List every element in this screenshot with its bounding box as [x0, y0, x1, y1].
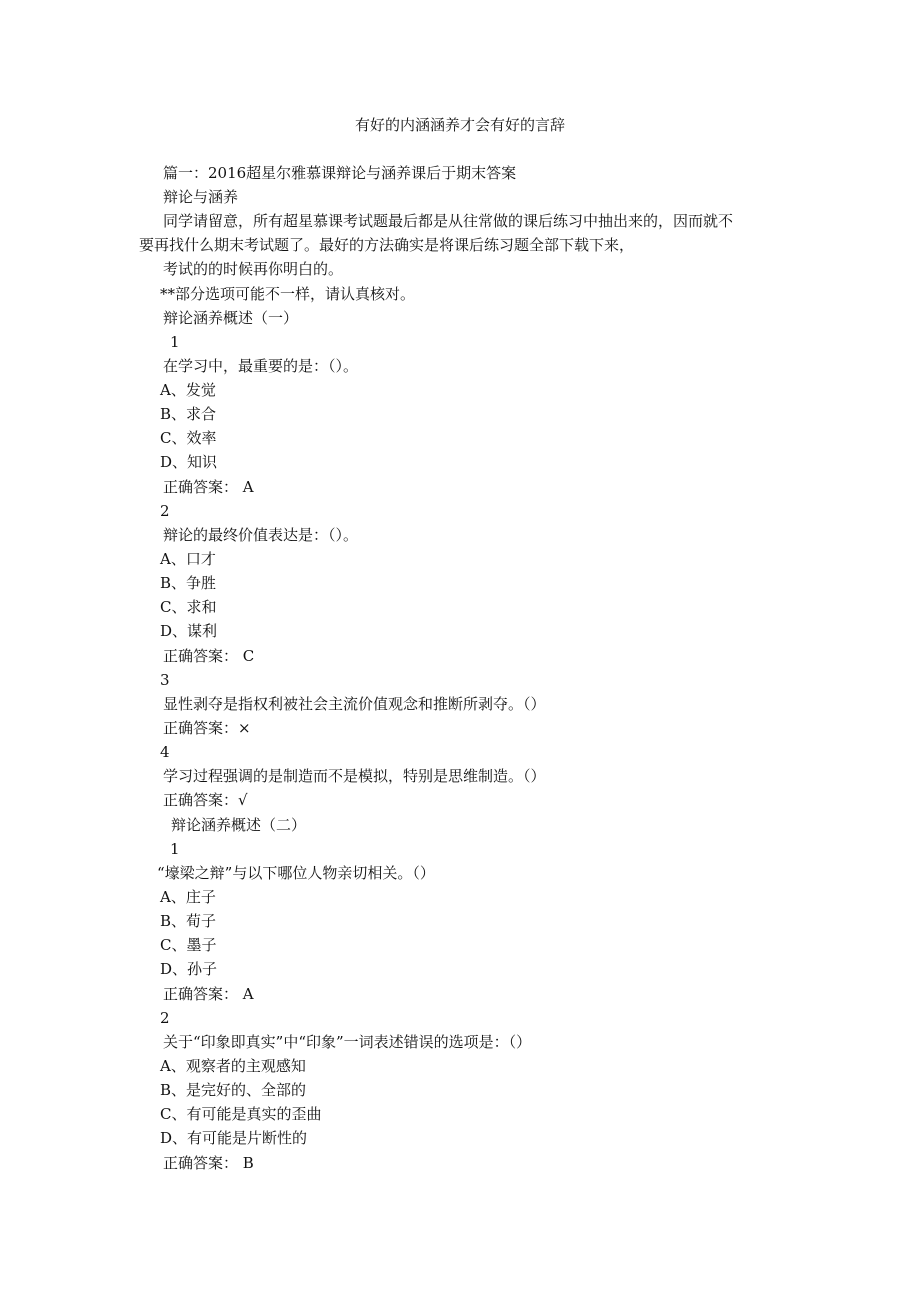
option-item: C、有可能是真实的歪曲 — [160, 1105, 322, 1123]
note-line: **部分选项可能不一样，请认真核对。 — [160, 285, 416, 303]
question-text: 学习过程强调的是制造而不是模拟，特别是思维制造。（） — [163, 767, 546, 785]
option-item: C、效率 — [160, 429, 217, 447]
answer-line: 正确答案： A — [163, 478, 254, 496]
option-item: A、口才 — [160, 550, 216, 568]
option-item: B、是完好的、全部的 — [160, 1081, 307, 1099]
question-text: 关于“印象即真实”中“印象”一词表述错误的选项是：（） — [163, 1033, 532, 1051]
question-number: 2 — [160, 1009, 170, 1027]
intro-line-3: 考试的的时候再你明白的。 — [163, 260, 344, 278]
question-number: 4 — [160, 743, 170, 761]
section-heading: 辩论涵养概述（一） — [163, 309, 299, 327]
course-name: 辩论与涵养 — [163, 188, 239, 206]
option-item: A、观察者的主观感知 — [160, 1057, 306, 1075]
answer-line: 正确答案：× — [163, 719, 251, 737]
question-number: 3 — [160, 671, 170, 689]
option-item: D、有可能是片断性的 — [160, 1129, 308, 1147]
intro-line-2: 要再找什么期末考试题了。最好的方法确实是将课后练习题全部下载下来， — [139, 236, 635, 254]
answer-line: 正确答案： B — [163, 1154, 254, 1172]
option-item: D、知识 — [160, 453, 218, 471]
answer-line: 正确答案： C — [163, 647, 255, 665]
question-text: “壕梁之辩”与以下哪位人物亲切相关。（） — [157, 864, 435, 882]
intro-line-1: 同学请留意，所有超星慕课考试题最后都是从往常做的课后练习中抽出来的，因而就不 — [163, 212, 734, 230]
question-text: 显性剥夺是指权利被社会主流价值观念和推断所剥夺。（） — [163, 695, 546, 713]
answer-line: 正确答案： A — [163, 985, 254, 1003]
document-title: 有好的内涵涵养才会有好的言辞 — [354, 116, 565, 134]
option-item: A、发觉 — [160, 381, 216, 399]
option-item: D、谋利 — [160, 622, 218, 640]
question-text: 在学习中，最重要的是：（）。 — [163, 357, 359, 375]
answer-line: 正确答案：√ — [163, 791, 248, 809]
option-item: C、求和 — [160, 598, 217, 616]
question-number: 1 — [170, 333, 180, 351]
question-number: 2 — [160, 502, 170, 520]
option-item: B、争胜 — [160, 574, 217, 592]
option-item: A、庄子 — [160, 888, 216, 906]
option-item: D、孙子 — [160, 960, 218, 978]
option-item: C、墨子 — [160, 936, 217, 954]
source-line: 篇一：2016超星尔雅慕课辩论与涵养课后于期末答案 — [163, 164, 517, 182]
option-item: B、求合 — [160, 405, 217, 423]
option-item: B、荀子 — [160, 912, 217, 930]
question-number: 1 — [170, 840, 180, 858]
question-text: 辩论的最终价值表达是：（）。 — [163, 526, 359, 544]
section-heading: 辩论涵养概述（二） — [171, 816, 307, 834]
